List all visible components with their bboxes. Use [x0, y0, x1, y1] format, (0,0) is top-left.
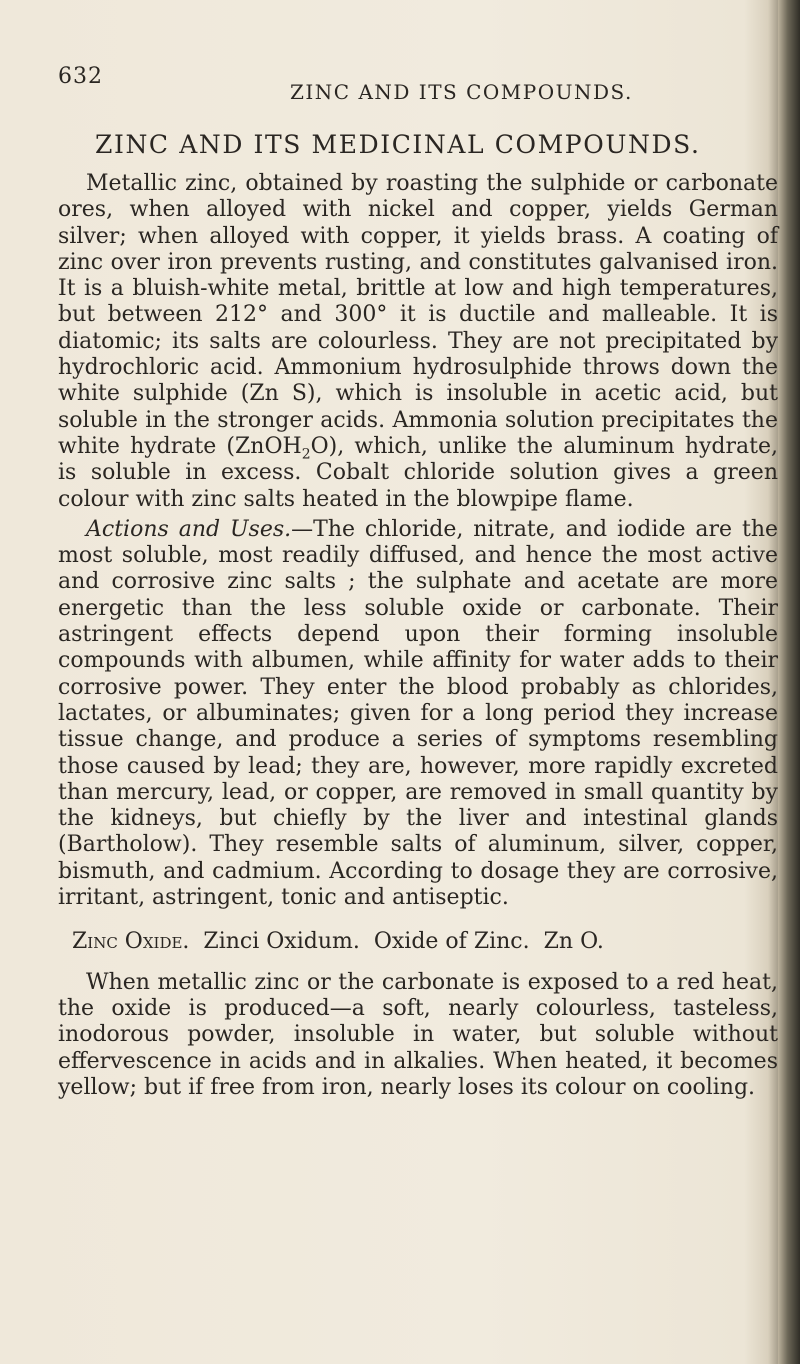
paragraph-intro: Metallic zinc, obtained by roasting the sulphide or carbonate ores, when alloyed with nickel and copper, yields German silver; when alloyed with copper, it yields brass. A coating of zinc over iron prevents rusting, and constitutes galvanised iron. It is a bluish-white metal, brittle at low and high temperatures, but between 212° and 300° it is ductile and malleable. It is diatomic; its salts are colourless. They are not precipitated by hydrochloric acid. Ammonium hydrosulphide throws down the white sulphide (Zn S), which is insoluble in acetic acid, but soluble in the stronger acids. Ammonia solution precipitates the white hydrate (ZnOH$_2$O), which, unlike the aluminum hydrate, is soluble in excess. Cobalt chloride solution gives a green colour with zinc salts heated in the blowpipe flame. — [58, 171, 778, 512]
drug-name: Zinc Oxide. — [72, 929, 190, 955]
drug-latin-name: Zinci Oxidum. — [203, 929, 360, 955]
running-title: ZINC AND ITS COMPOUNDS. — [290, 80, 633, 104]
drug-english-name: Oxide of Zinc. — [373, 929, 530, 955]
section-title: ZINC AND ITS MEDICINAL COMPOUNDS. — [95, 130, 701, 159]
paragraph-oxide-description: When metallic zinc or the carbonate is exposed to a red heat, the oxide is produced—a soft, nearly colourless, tasteless, inodorous powder, insoluble in water, but soluble without effervescence in acids and in alkalies. When heated, it becomes yellow; but if free from iron, nearly loses its colour on cooling. — [58, 969, 778, 1100]
actions-uses-lead: Actions and Uses. — [86, 516, 292, 542]
actions-uses-text: —The chloride, nitrate, and iodide are the most soluble, most readily diffused, and hence the most active and corrosive zinc salts ; the sulphate and acetate are more energetic than the less soluble oxide or carbonate. Their astringent effects depend upon their forming insoluble compounds with albumen, while affinity for water adds to their corrosive power. They enter the blood probably as chlorides, lactates, or albuminates; given for a long period they increase tissue change, and produce a series of symptoms resembling those caused by lead; they are, however, more rapidly excreted than mercury, lead, or copper, are removed in small quantity by the kidneys, but chiefly by the liver and intestinal glands (Bartholow). They resemble salts of aluminum, silver, copper, bismuth, and cadmium. According to dosage they are corrosive, irritant, astringent, tonic and antiseptic. — [58, 516, 779, 911]
page-header — [58, 64, 758, 104]
body-text — [58, 171, 778, 1101]
paragraph-actions-uses — [58, 517, 778, 911]
page-number: 632 — [58, 64, 103, 89]
page-edge-shadow — [778, 0, 800, 1364]
drug-formula: Zn O. — [543, 929, 604, 955]
drug-heading — [58, 929, 778, 955]
